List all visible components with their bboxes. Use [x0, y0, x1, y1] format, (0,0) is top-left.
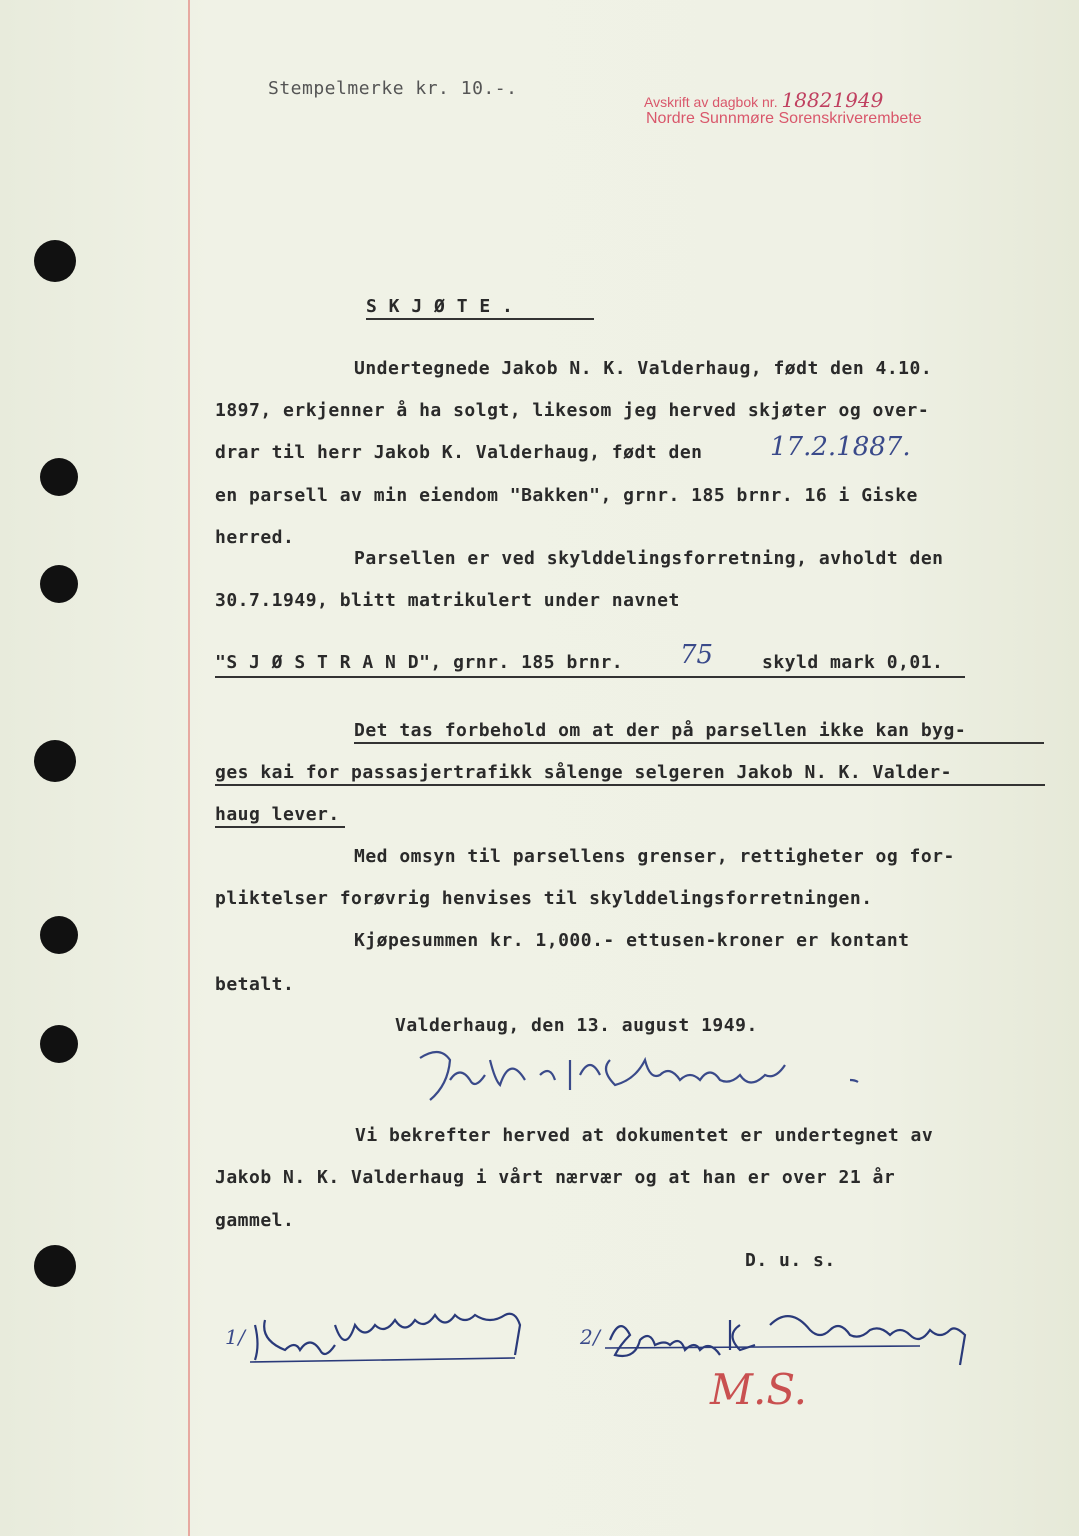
handwritten-birthdate: 17.2.1887.	[770, 432, 911, 462]
body-line: Undertegnede Jakob N. K. Valderhaug, født den 4.10.	[354, 358, 933, 379]
body-line: pliktelser forøvrig henvises til skylddelingsforretningen.	[215, 888, 873, 909]
body-line: Jakob N. K. Valderhaug i vårt nærvær og at han er over 21 år	[215, 1167, 896, 1188]
place-date: Valderhaug, den 13. august 1949.	[395, 1015, 758, 1036]
punch-hole	[40, 1025, 78, 1063]
witness-2-signature	[600, 1300, 990, 1370]
punch-hole	[34, 1245, 76, 1287]
body-line: Vi bekrefter herved at dokumentet er undertegnet av	[355, 1125, 934, 1146]
body-line: Kjøpesummen kr. 1,000.- ettusen-kroner er kontant	[354, 930, 910, 951]
line-underline	[354, 742, 1044, 744]
body-line: drar til herr Jakob K. Valderhaug, født den	[215, 442, 703, 463]
body-line: herred.	[215, 527, 295, 548]
body-line: ges kai for passasjertrafikk sålenge selgeren Jakob N. K. Valder-	[215, 762, 952, 783]
dus-note: D. u. s.	[745, 1250, 836, 1271]
body-line: en parsell av min eiendom "Bakken", grnr. 185 brnr. 16 i Giske	[215, 485, 918, 506]
body-line: Med omsyn til parsellens grenser, rettigheter og for-	[354, 846, 955, 867]
body-line: Det tas forbehold om at der på parsellen ikke kan byg-	[354, 720, 967, 741]
body-line: betalt.	[215, 974, 295, 995]
punch-hole	[40, 458, 78, 496]
margin-line	[188, 0, 190, 1536]
body-line: "S J Ø S T R A N D", grnr. 185 brnr.	[215, 652, 624, 673]
stamp-duty-text: Stempelmerke kr. 10.-.	[268, 78, 518, 99]
body-line: skyld mark 0,01.	[762, 652, 944, 673]
witness-2-number: 2/	[580, 1325, 601, 1349]
witness-1-number: 1/	[225, 1325, 246, 1349]
line-underline	[215, 826, 345, 828]
witness-1-signature	[245, 1300, 575, 1375]
punch-hole	[40, 916, 78, 954]
body-line: Parsellen er ved skylddelingsforretning, avholdt den	[354, 548, 944, 569]
punch-hole	[34, 240, 76, 282]
body-line: 1897, erkjenner å ha solgt, likesom jeg herved skjøter og over-	[215, 400, 930, 421]
title-underline	[366, 318, 594, 320]
body-line: haug lever.	[215, 804, 340, 825]
punch-hole	[40, 565, 78, 603]
line-underline	[215, 784, 1045, 786]
registry-stamp-line2: Nordre Sunnmøre Sorenskriverembete	[646, 110, 922, 127]
line-underline	[215, 676, 965, 678]
document-title: S K J Ø T E .	[366, 296, 514, 317]
seller-signature	[410, 1040, 880, 1110]
body-line: 30.7.1949, blitt matrikulert under navnet	[215, 590, 680, 611]
body-line: gammel.	[215, 1210, 295, 1231]
registrar-initials: M.S.	[710, 1365, 807, 1414]
handwritten-brnr: 75	[680, 640, 714, 670]
registry-stamp-line1: Avskrift av dagbok nr. 18821949	[644, 88, 884, 112]
punch-hole	[34, 740, 76, 782]
